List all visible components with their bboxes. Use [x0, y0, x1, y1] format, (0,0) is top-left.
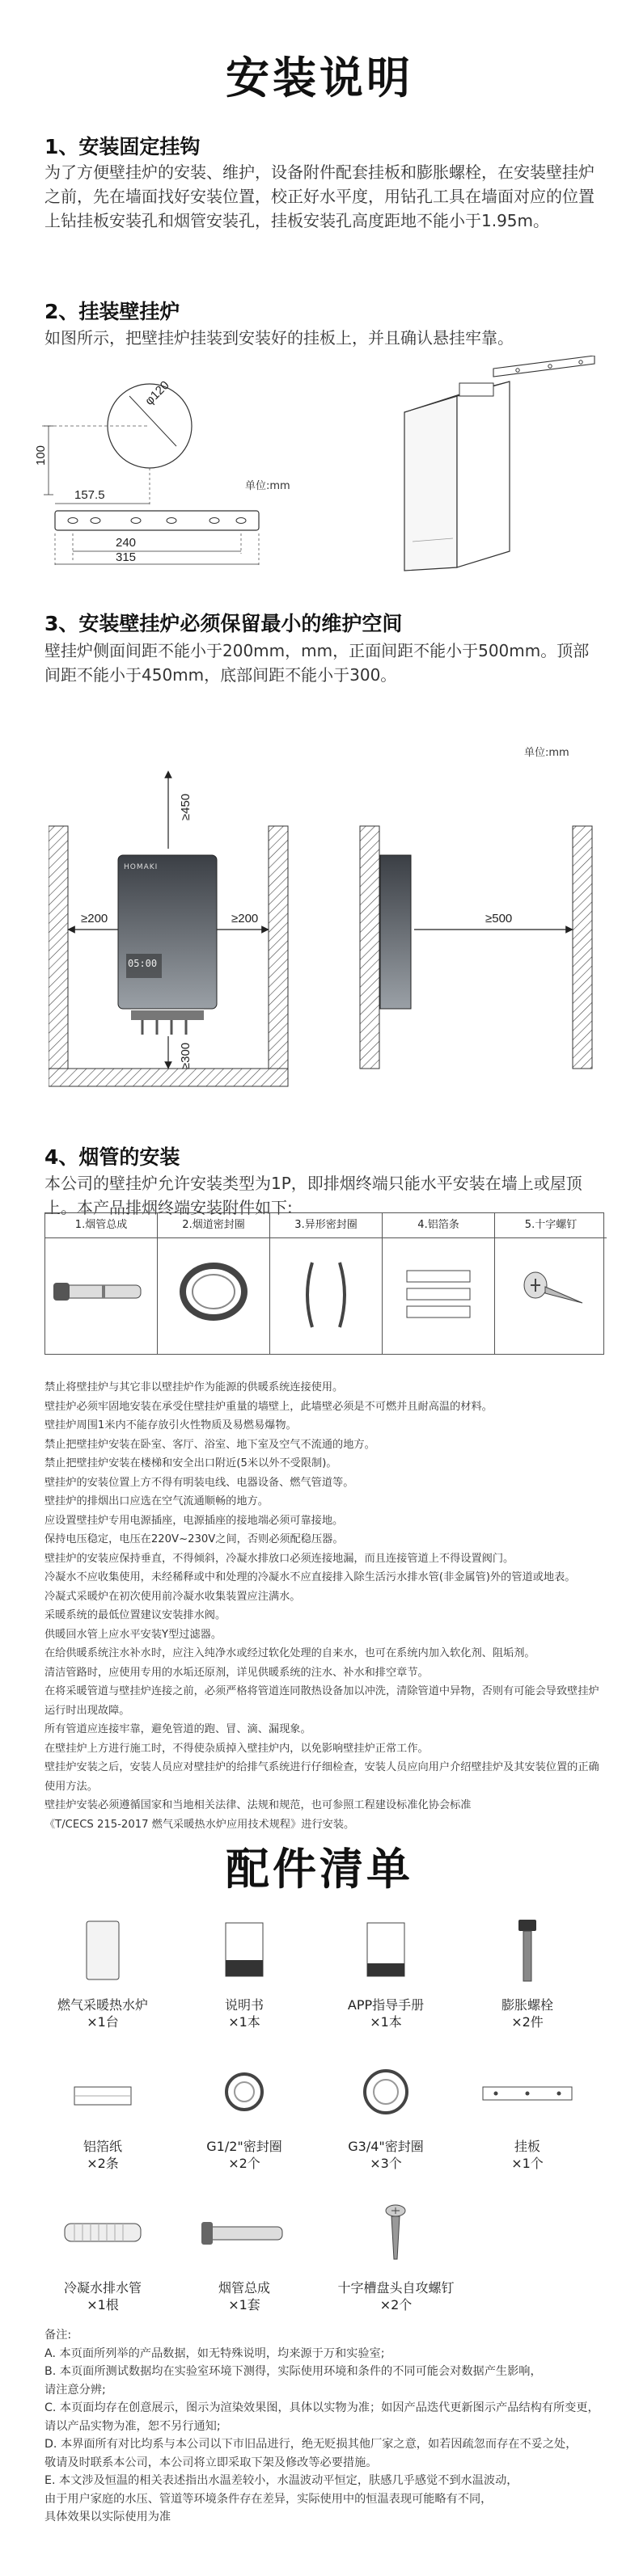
hanging-plate	[55, 511, 259, 530]
hanging-plate-icon	[467, 2053, 588, 2134]
dim-157: 157.5	[74, 488, 105, 502]
note-line: 壁挂炉安装必须遵循国家和当地相关法律、法规和规范，也可参照工程建设标准化协会标准	[44, 1799, 472, 1811]
dim-240: 240	[116, 536, 137, 550]
accessory-manual	[184, 1912, 305, 2030]
expansion-bolt-icon	[467, 1912, 588, 1992]
page-title: 安装说明	[226, 53, 413, 103]
accessory-drain-pipe	[42, 2194, 163, 2313]
remark-line: 请以产品实物为准，恕不另行通知;	[44, 2419, 221, 2433]
accessory-seal-half	[184, 2053, 305, 2172]
dim-315: 315	[116, 550, 137, 564]
drain-pipe-icon	[42, 2194, 163, 2275]
table-cell	[495, 1213, 607, 1355]
remark-line: 请注意分辨;	[44, 2383, 106, 2397]
plate-illustration	[493, 356, 595, 377]
accessories-title: 配件清单	[226, 1844, 413, 1895]
table-cell	[270, 1213, 383, 1355]
remark-line: D. 本界面所有对比均系与本公司以下市旧品进行，绝无贬损其他厂家之意，如若因疏忽而存在不妥之处，	[44, 2438, 578, 2451]
accessory-qty: ×2个	[228, 2156, 260, 2171]
accessory-name: 燃气采暖热水炉	[57, 1997, 148, 2013]
remark-line: 具体效果以实际使用为准	[44, 2511, 171, 2523]
clear-bottom: ≥300	[179, 1042, 193, 1070]
note-line: 在给供暖系统注水补水时，应注入纯净水或经过软化处理的自来水，也可在系统内加入软化剂、阻垢剂。	[44, 1647, 535, 1659]
accessory-name: 冷凝水排水管	[63, 2280, 142, 2296]
boiler-hanging-illustration	[388, 356, 607, 574]
clear-right: ≥200	[231, 912, 259, 925]
accessory-qty: ×2件	[511, 2014, 544, 2030]
accessory-name: G1/2"密封圈	[206, 2139, 282, 2154]
hanging-plate-diagram	[32, 372, 299, 574]
accessory-name: APP指导手册	[347, 1997, 425, 2013]
accessory-qty: ×2个	[379, 2297, 413, 2312]
note-line: 冷凝式采暖炉在初次使用前冷凝水收集装置应注满水。	[44, 1590, 301, 1603]
note-line: 采暖系统的最低位置建议安装排水阀。	[44, 1609, 226, 1621]
unit-label-1: 单位:mm	[245, 480, 290, 492]
dim-100: 100	[34, 445, 49, 466]
note-line: 清洁管路时，应使用专用的水垢还原剂，详见供暖系统的注水、补水和排空章节。	[44, 1666, 429, 1679]
flue-parts-table	[44, 1212, 604, 1355]
accessory-boiler	[42, 1912, 163, 2030]
unit-label-2: 单位:mm	[524, 747, 569, 759]
tapping-screw-icon	[325, 2194, 467, 2275]
section-4-title: 4、烟管的安装	[44, 1145, 180, 1169]
accessory-name: 十字槽盘头自攻螺钉	[337, 2280, 455, 2296]
table-cell	[45, 1213, 158, 1355]
section-4-body: 本公司的壁挂炉允许安装类型为1P，即排烟终端只能水平安装在墙上或屋顶上。本产品排烟终端安装附件如下:	[44, 1174, 582, 1217]
note-line: 壁挂炉安装之后，安装人员应对壁挂炉的给排气系统进行仔细检查，安装人员应向用户介绍壁挂炉及其安装位置的正确使用方法。	[44, 1761, 599, 1793]
seal-three-quarter-icon	[325, 2053, 446, 2134]
remarks	[44, 2326, 611, 2527]
app-guide-icon	[325, 1912, 446, 1992]
dim-phi120: φ120	[142, 378, 172, 408]
note-line: 禁止把壁挂炉安装在卧室、客厅、浴室、地下室及空气不流通的地方。	[44, 1438, 375, 1451]
note-line: 壁挂炉的安装位置上方不得有明装电线、电器设备、燃气管道等。	[44, 1476, 354, 1489]
accessory-qty: ×1根	[87, 2297, 119, 2312]
boiler-display: 05:00	[128, 958, 158, 969]
table-cell	[383, 1213, 495, 1355]
section-3-title: 3、安装壁挂炉必须保留最小的维护空间	[44, 612, 403, 635]
manual-icon	[184, 1912, 305, 1992]
remark-line: B. 本页面所测试数据均在实验室环境下测得，实际使用环境和条件的不同可能会对数据产生影响，	[44, 2365, 542, 2378]
note-line: 《T/CECS 215-2017 燃气采暖热水炉应用技术规程》进行安装。	[44, 1818, 355, 1831]
note-line: 应设置壁挂炉专用电源插座，电源插座的接地端必须可靠接地。	[44, 1514, 344, 1527]
note-line: 保持电压稳定，电压在220V~230V之间，否则必须配稳压器。	[44, 1533, 344, 1545]
accessory-qty: ×1台	[87, 2014, 119, 2030]
table-caption: 4.铝箔条	[383, 1213, 494, 1238]
accessory-name: 挂板	[514, 2139, 540, 2154]
section-1-body: 为了方便壁挂炉的安装、维护，设备附件配套挂板和膨胀螺栓，在安装壁挂炉之前，先在墙面找好安装位置，校正好水平度，用钻孔工具在墙面对应的位置上钻挂板安装孔和烟管安装孔，挂板安装孔高度距地不能小于1.95m。	[44, 162, 595, 230]
note-line: 所有管道应连接牢靠，避免管道的跑、冒、滴、漏现象。	[44, 1723, 311, 1735]
note-line: 在将采暖管道与壁挂炉连接之前，必须严格将管道连同散热设备加以冲洗，清除管道中异物，否则有可能会导致壁挂炉运行时出现故障。	[44, 1685, 599, 1717]
clear-left: ≥200	[81, 912, 108, 925]
table-caption: 1.烟管总成	[45, 1213, 157, 1238]
accessory-name: 烟管总成	[218, 2280, 270, 2296]
clear-front: ≥500	[485, 912, 513, 925]
accessory-hanging-plate	[467, 2053, 588, 2172]
table-cell	[158, 1213, 270, 1355]
table-caption: 3.异形密封圈	[270, 1213, 382, 1238]
boiler-side	[380, 855, 411, 1009]
table-caption: 5.十字螺钉	[495, 1213, 607, 1238]
accessory-tapping-screw	[325, 2194, 467, 2313]
clear-top: ≥450	[179, 793, 193, 821]
screw-icon	[495, 1238, 607, 1351]
accessory-seal-three-quarter	[325, 2053, 446, 2172]
section-2-body: 如图所示，把壁挂炉挂装到安装好的挂板上，并且确认悬挂牢靠。	[44, 328, 514, 348]
accessory-name: G3/4"密封圈	[348, 2139, 424, 2154]
accessory-flue-assembly	[184, 2194, 305, 2313]
remark-line: E. 本文涉及恒温的相关表述指出水温差较小，水温波动平恒定，肤感几乎感觉不到水温波动，	[44, 2474, 518, 2487]
note-line: 供暖回水管上应水平安装Y型过滤器。	[44, 1628, 222, 1641]
section-2-title: 2、挂装壁挂炉	[44, 300, 180, 323]
clearance-diagram	[49, 768, 607, 1124]
note-line: 壁挂炉的排烟出口应选在空气流通顺畅的地方。	[44, 1495, 269, 1507]
accessory-expansion-bolt	[467, 1912, 588, 2030]
flue-pipe-icon	[45, 1238, 157, 1351]
boiler-front	[118, 855, 217, 1009]
table-caption: 2.烟道密封圈	[158, 1213, 269, 1238]
accessory-qty: ×3个	[370, 2156, 402, 2171]
note-line: 在壁挂炉上方进行施工时，不得使杂质掉入壁挂炉内，以免影响壁挂炉正常工作。	[44, 1742, 429, 1755]
accessory-name: 膨胀螺栓	[501, 1997, 553, 2013]
note-line: 壁挂炉的安装应保持垂直，不得倾斜，冷凝水排放口必须连接地漏，而且连接管道上不得设置阀门。	[44, 1552, 514, 1565]
remark-line: C. 本页面均存在创意展示，图示为渲染效果图，具体以实物为准；如因产品迭代更新图示产品结构有所变更，	[44, 2401, 599, 2414]
section-1-title: 1、安装固定挂钩	[44, 135, 201, 158]
section-3-body: 壁挂炉侧面间距不能小于200mm，mm，正面间距不能小于500mm。顶部间距不能小于450mm，底部间距不能小于300。	[44, 641, 590, 685]
boiler-brand: HOMAKI	[124, 863, 159, 871]
shaped-seal-icon	[270, 1238, 382, 1351]
seal-ring-icon	[158, 1238, 269, 1351]
boiler-icon	[42, 1912, 163, 1992]
remark-line: 敬请及时联系本公司，本公司将立即采取下架及修改等必要措施。	[44, 2456, 378, 2469]
note-line: 壁挂炉周围1米内不能存放引火性物质及易燃易爆物。	[44, 1419, 297, 1431]
remark-line: A. 本页面所列举的产品数据，如无特殊说明，均来源于万和实验室;	[44, 2346, 385, 2360]
accessory-qty: ×2条	[87, 2156, 119, 2171]
accessory-qty: ×1个	[511, 2156, 544, 2171]
note-line: 禁止将壁挂炉与其它非以壁挂炉作为能源的供暖系统连接使用。	[44, 1381, 344, 1393]
accessory-qty: ×1本	[370, 2014, 402, 2030]
accessory-foil	[42, 2053, 163, 2172]
flue-assembly-icon	[184, 2194, 305, 2275]
remark-line: 由于用户家庭的水压、管道等环境条件存在差异，实际使用中的恒温表现可能略有不同，	[44, 2492, 493, 2506]
foil-strip-icon	[383, 1238, 494, 1351]
notes-list	[44, 1378, 603, 1834]
accessory-qty: ×1套	[228, 2297, 260, 2312]
accessory-app-guide	[325, 1912, 446, 2030]
accessory-name: 说明书	[224, 1997, 264, 2013]
note-line: 冷凝水不应收集使用，未经稀释或中和处理的冷凝水不应直接排入除生活污水排水管(非金属管)外的管道或地表。	[44, 1571, 576, 1583]
foil-icon	[42, 2053, 163, 2134]
note-line: 壁挂炉必须牢固地安装在承受住壁挂炉重量的墙壁上，此墙壁必须是不可燃并且耐高温的材料。	[44, 1400, 493, 1413]
seal-half-icon	[184, 2053, 305, 2134]
note-line: 禁止把壁挂炉安装在楼梯和安全出口附近(5米以外不受限制)。	[44, 1457, 337, 1469]
remark-line: 备注:	[44, 2329, 72, 2342]
accessory-qty: ×1本	[228, 2014, 260, 2030]
accessory-name: 铝箔纸	[83, 2139, 122, 2154]
